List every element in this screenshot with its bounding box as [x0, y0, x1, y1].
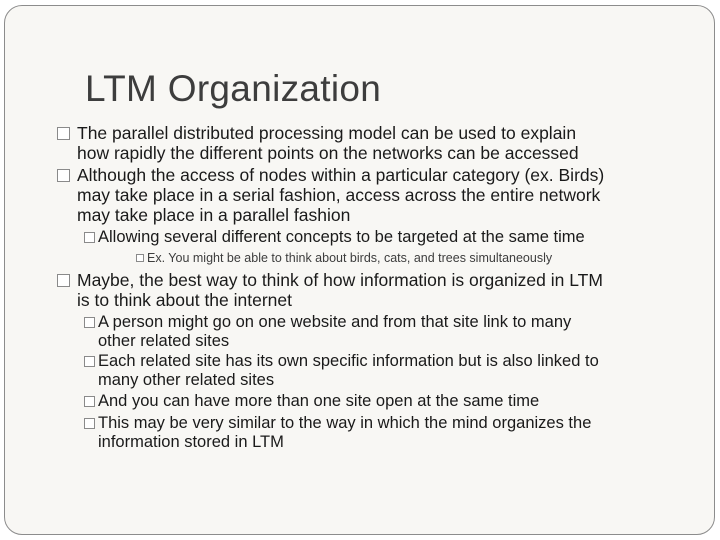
bullet-text-line: Ex. You might be able to think about birds, cats, and trees simultaneously — [147, 251, 553, 265]
bullet-text-line: The parallel distributed processing model can be used to explain — [77, 123, 577, 143]
bullet-text-line: how rapidly the different points on the networks can be accessed — [77, 143, 579, 163]
bullet-level1 — [77, 123, 579, 163]
bullet-box-icon — [57, 169, 70, 182]
bullet-text-line: A person might go on one website and from that site link to many — [98, 313, 572, 331]
bullet-box-icon — [136, 254, 144, 262]
bullet-text-line: Allowing several different concepts to be targeted at the same time — [98, 228, 585, 246]
bullet-text-line: many other related sites — [98, 371, 275, 389]
bullet-text-line: This may be very similar to the way in which the mind organizes the — [98, 414, 592, 432]
bullet-text-line: is to think about the internet — [77, 290, 292, 310]
bullet-level2 — [98, 414, 591, 452]
bullet-box-icon — [57, 127, 70, 140]
bullet-text-line: Each related site has its own specific information but is also linked to — [98, 352, 599, 370]
bullet-level1 — [77, 270, 603, 310]
bullet-box-icon — [84, 396, 95, 407]
bullet-level2 — [98, 228, 585, 247]
bullet-text-line: Maybe, the best way to think of how information is organized in LTM — [77, 270, 603, 290]
bullet-box-icon — [84, 232, 95, 243]
bullet-text-line: may take place in a parallel fashion — [77, 205, 351, 225]
bullet-text-line: other related sites — [98, 332, 230, 350]
bullet-level2 — [98, 392, 539, 411]
bullet-text-line: And you can have more than one site open at the same time — [98, 392, 540, 410]
bullet-level2 — [98, 313, 571, 351]
bullet-text-line: information stored in LTM — [98, 433, 284, 451]
bullet-text-line: may take place in a serial fashion, access across the entire network — [77, 185, 601, 205]
bullet-text-line: Although the access of nodes within a particular category (ex. Birds) — [77, 165, 605, 185]
bullet-level2 — [98, 352, 599, 390]
bullet-box-icon — [57, 274, 70, 287]
slide — [4, 5, 715, 535]
bullet-level1 — [77, 165, 604, 225]
bullet-box-icon — [84, 418, 95, 429]
bullet-level3 — [147, 250, 552, 266]
bullet-box-icon — [84, 356, 95, 367]
bullet-box-icon — [84, 317, 95, 328]
slide-title: LTM Organization — [85, 68, 382, 109]
